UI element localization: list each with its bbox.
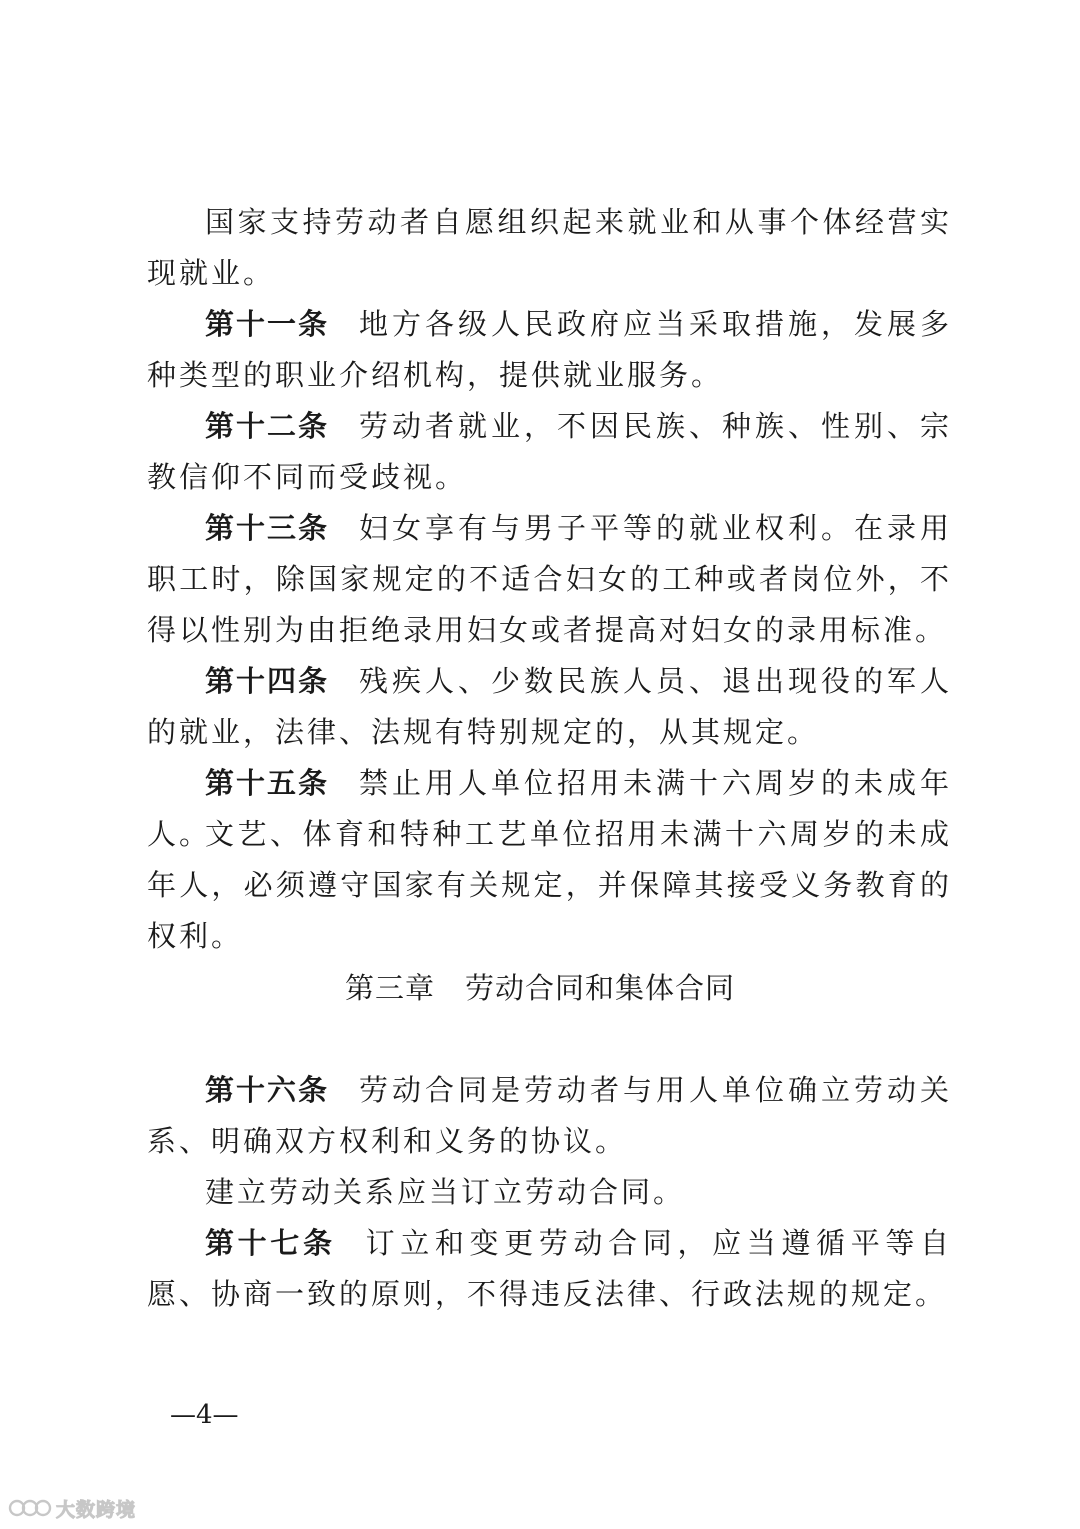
chapter-heading [0, 963, 1080, 1014]
article-number: 第十七条 [205, 1226, 336, 1260]
article-number: 第十五条 [205, 766, 329, 800]
article-number: 第十六条 [205, 1073, 329, 1107]
article-number: 第十一条 [205, 307, 329, 341]
article-12 [147, 401, 952, 503]
watermark-text: 大数跨境 [56, 1498, 137, 1521]
article-text: 残疾人、少数民族人员、退出现役的军人的就业，法律、法规有特别规定的，从其规定。 [147, 664, 952, 749]
paragraph-employment-self-organized [147, 197, 952, 299]
paragraph-minors-special-units [147, 809, 952, 962]
chapter-number: 第三章 [344, 971, 435, 1005]
paragraph-text: 文艺、体育和特种工艺单位招用未满十六周岁的未成年人，必须遵守国家有关规定，并保障其接受义务教育的权利。 [147, 817, 952, 953]
article-number: 第十四条 [205, 664, 329, 698]
article-text: 劳动者就业，不因民族、种族、性别、宗教信仰不同而受歧视。 [147, 409, 952, 494]
paragraph-text: 建立劳动关系应当订立劳动合同。 [205, 1175, 686, 1209]
chapter-title: 劳动合同和集体合同 [465, 971, 736, 1005]
article-number: 第十二条 [205, 409, 329, 443]
watermark [8, 1494, 136, 1522]
article-text: 禁止用人单位招用未满十六周岁的未成年人。 [147, 766, 952, 851]
article-14 [147, 656, 952, 758]
article-13 [147, 503, 952, 656]
article-text: 地方各级人民政府应当采取措施，发展多种类型的职业介绍机构，提供就业服务。 [147, 307, 952, 392]
article-number: 第十三条 [205, 511, 329, 545]
paragraph-labor-contract-required [147, 1167, 952, 1218]
article-16 [147, 1065, 952, 1167]
article-17 [147, 1218, 952, 1320]
article-text: 妇女享有与男子平等的就业权利。在录用职工时，除国家规定的不适合妇女的工种或者岗位外，不得以性别为由拒绝录用妇女或者提高对妇女的录用标准。 [147, 511, 952, 647]
article-text: 劳动合同是劳动者与用人单位确立劳动关系、明确双方权利和义务的协议。 [147, 1073, 952, 1158]
brand-logo-icon [8, 1495, 52, 1521]
page-number: —4— [170, 1400, 239, 1430]
article-11 [147, 299, 952, 401]
paragraph-text: 国家支持劳动者自愿组织起来就业和从事个体经营实现就业。 [147, 205, 952, 290]
article-text: 订立和变更劳动合同，应当遵循平等自愿、协商一致的原则，不得违反法律、行政法规的规定。 [147, 1226, 952, 1311]
